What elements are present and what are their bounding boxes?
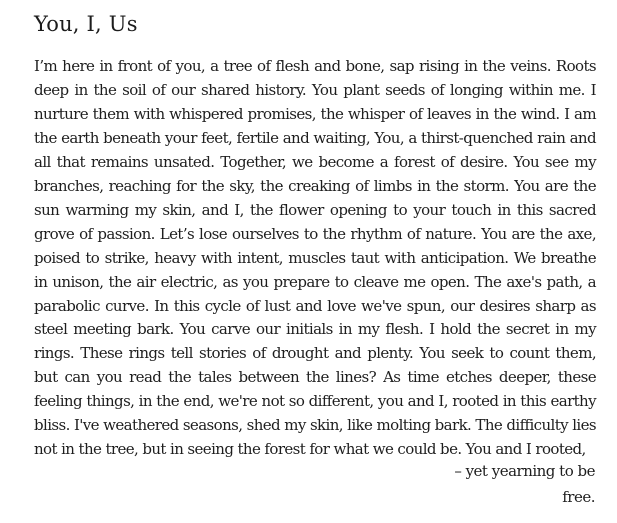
poem-closing bbox=[335, 458, 595, 510]
poem-body: I’m here in front of you, a tree of flesh and bone, sap rising in the veins. Roots deep in the soil of our shared history. You plant seeds of longing within me. I nurture them with whispered promises, the whisper of leaves in the wind. I am the earth beneath your feet, fertile and waiting, You, a thirst-quenched rain and all that remains unsated. Together, we become a forest of desire. You see my branches, reaching for the sky, the creaking of limbs in the storm. You are the sun warming my skin, and I, the flower opening to your touch in this sacred grove of passion. Let’s lose ourselves to the rhythm of nature. You are the axe, poised to strike, heavy with intent, muscles taut with anticipation. We breathe in unison, the air electric, as you prepare to cleave me open. The axe's path, a parabolic curve. In this cycle of lust and love we've spun, our desires sharp as steel meeting bark. You carve our initials in my flesh. I hold the secret in my rings. These rings tell stories of drought and plenty. You seek to count them, but can you read the tales between the lines? As time etches deeper, these feeling things, in the end, we're not so different, you and I, rooted in this earthy bliss. I've weathered seasons, shed my skin, like molting bark. The difficulty lies not in the tree, but in seeing the forest for what we could be. You and I rooted, bbox=[34, 57, 596, 459]
closing-line-1: – yet yearning to be bbox=[454, 462, 595, 480]
poem-title: You, I, Us bbox=[34, 12, 138, 36]
closing-line-2: free. bbox=[562, 488, 595, 506]
